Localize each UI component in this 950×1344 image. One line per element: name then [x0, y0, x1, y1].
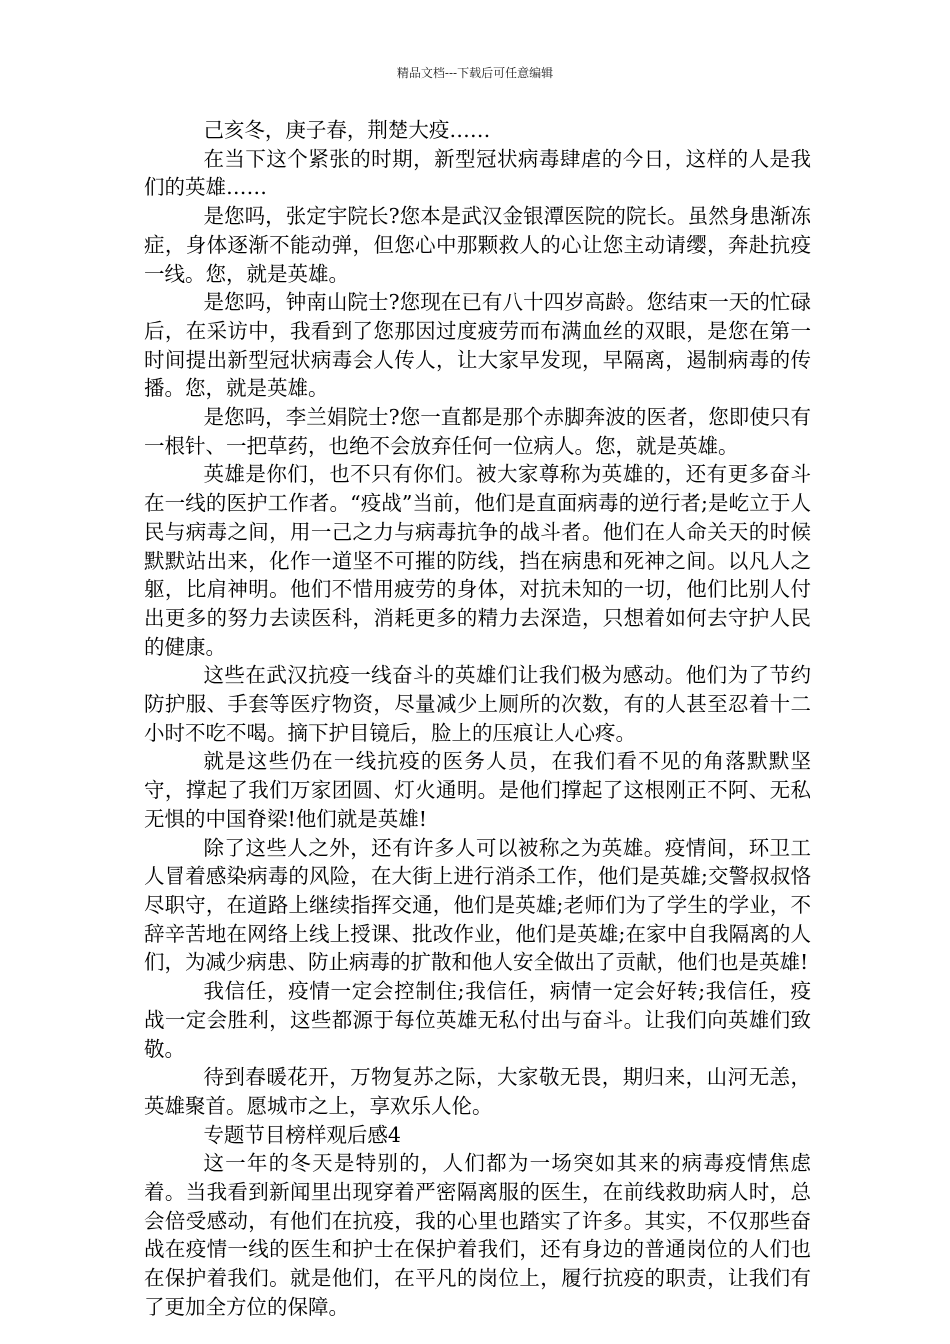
paragraph: 己亥冬，庚子春，荆楚大疫…… — [203, 118, 491, 142]
paragraph: 除了这些人之外，还有许多人可以被称之为英雄。疫情间，环卫工人冒着感染病毒的风险，在大街上进行消杀工作，他们是英雄;交警叔叔恪尽职守，在道路上继续指挥交通，他们是英雄;老师们为了学生的学业，不辞辛苦地在网络上线上授课、批改作业，他们是英雄;在家中自我隔离的人们，为减少病患、防止病毒的扩散和他人安全做出了贡献，他们也是英雄! — [144, 835, 811, 975]
paragraph: 我信任，疫情一定会控制住;我信任，病情一定会好转;我信任，疫战一定会胜利，这些都源于每位英雄无私付出与奋斗。让我们向英雄们致敬。 — [144, 979, 811, 1061]
page-header: 精品文档---下载后可任意编辑 — [396, 66, 554, 80]
paragraph: 英雄是你们，也不只有你们。被大家尊称为英雄的，还有更多奋斗在一线的医护工作者。“疫战”当前，他们是直面病毒的逆行者;是屹立于人民与病毒之间，用一己之力与病毒抗争的战斗者。他们在人命关天的时候默默站出来，化作一道坚不可摧的防线，挡在病患和死神之间。以凡人之躯，比肩神明。他们不惜用疲劳的身体，对抗未知的一切，他们比别人付出更多的努力去读医科，消耗更多的精力去深造，只想着如何去守护人民的健康。 — [144, 462, 811, 659]
paragraph: 是您吗，张定宇院长?您本是武汉金银潭医院的院长。虽然身患渐冻症，身体逐渐不能动弹，但您心中那颗救人的心让您主动请缨，奔赴抗疫一线。您，就是英雄。 — [144, 204, 811, 286]
section-heading: 专题节目榜样观后感4 — [203, 1122, 401, 1147]
paragraph: 就是这些仍在一线抗疫的医务人员，在我们看不见的角落默默坚守，撑起了我们万家团圆、灯火通明。是他们撑起了这根刚正不阿、无私无惧的中国脊梁!他们就是英雄! — [144, 749, 811, 831]
document-body — [144, 116, 811, 1322]
paragraph: 在当下这个紧张的时期，新型冠状病毒肆虐的今日，这样的人是我们的英雄…… — [144, 146, 811, 200]
paragraph: 这些在武汉抗疫一线奋斗的英雄们让我们极为感动。他们为了节约防护服、手套等医疗物资，尽量减少上厕所的次数，有的人甚至忍着十二小时不吃不喝。摘下护目镜后，脸上的压痕让人心疼。 — [144, 663, 811, 745]
paragraph: 这一年的冬天是特别的，人们都为一场突如其来的病毒疫情焦虑着。当我看到新闻里出现穿着严密隔离服的医生，在前线救助病人时，总会倍受感动，有他们在抗疫，我的心里也踏实了许多。其实，不仅那些奋战在疫情一线的医生和护士在保护着我们，还有身边的普通岗位的人们也在保护着我们。就是他们，在平凡的岗位上，履行抗疫的职责，让我们有了更加全方位的保障。 — [144, 1151, 811, 1319]
paragraph: 是您吗，钟南山院士?您现在已有八十四岁高龄。您结束一天的忙碌后，在采访中，我看到了您那因过度疲劳而布满血丝的双眼，是您在第一时间提出新型冠状病毒会人传人，让大家早发现，早隔离，遏制病毒的传播。您，就是英雄。 — [144, 290, 811, 401]
paragraph: 待到春暖花开，万物复苏之际，大家敬无畏，期归来，山河无恙，英雄聚首。愿城市之上，享欢乐人伦。 — [144, 1065, 811, 1118]
paragraph: 是您吗，李兰娟院士?您一直都是那个赤脚奔波的医者，您即使只有一根针、一把草药，也绝不会放弃任何一位病人。您，就是英雄。 — [144, 405, 811, 458]
